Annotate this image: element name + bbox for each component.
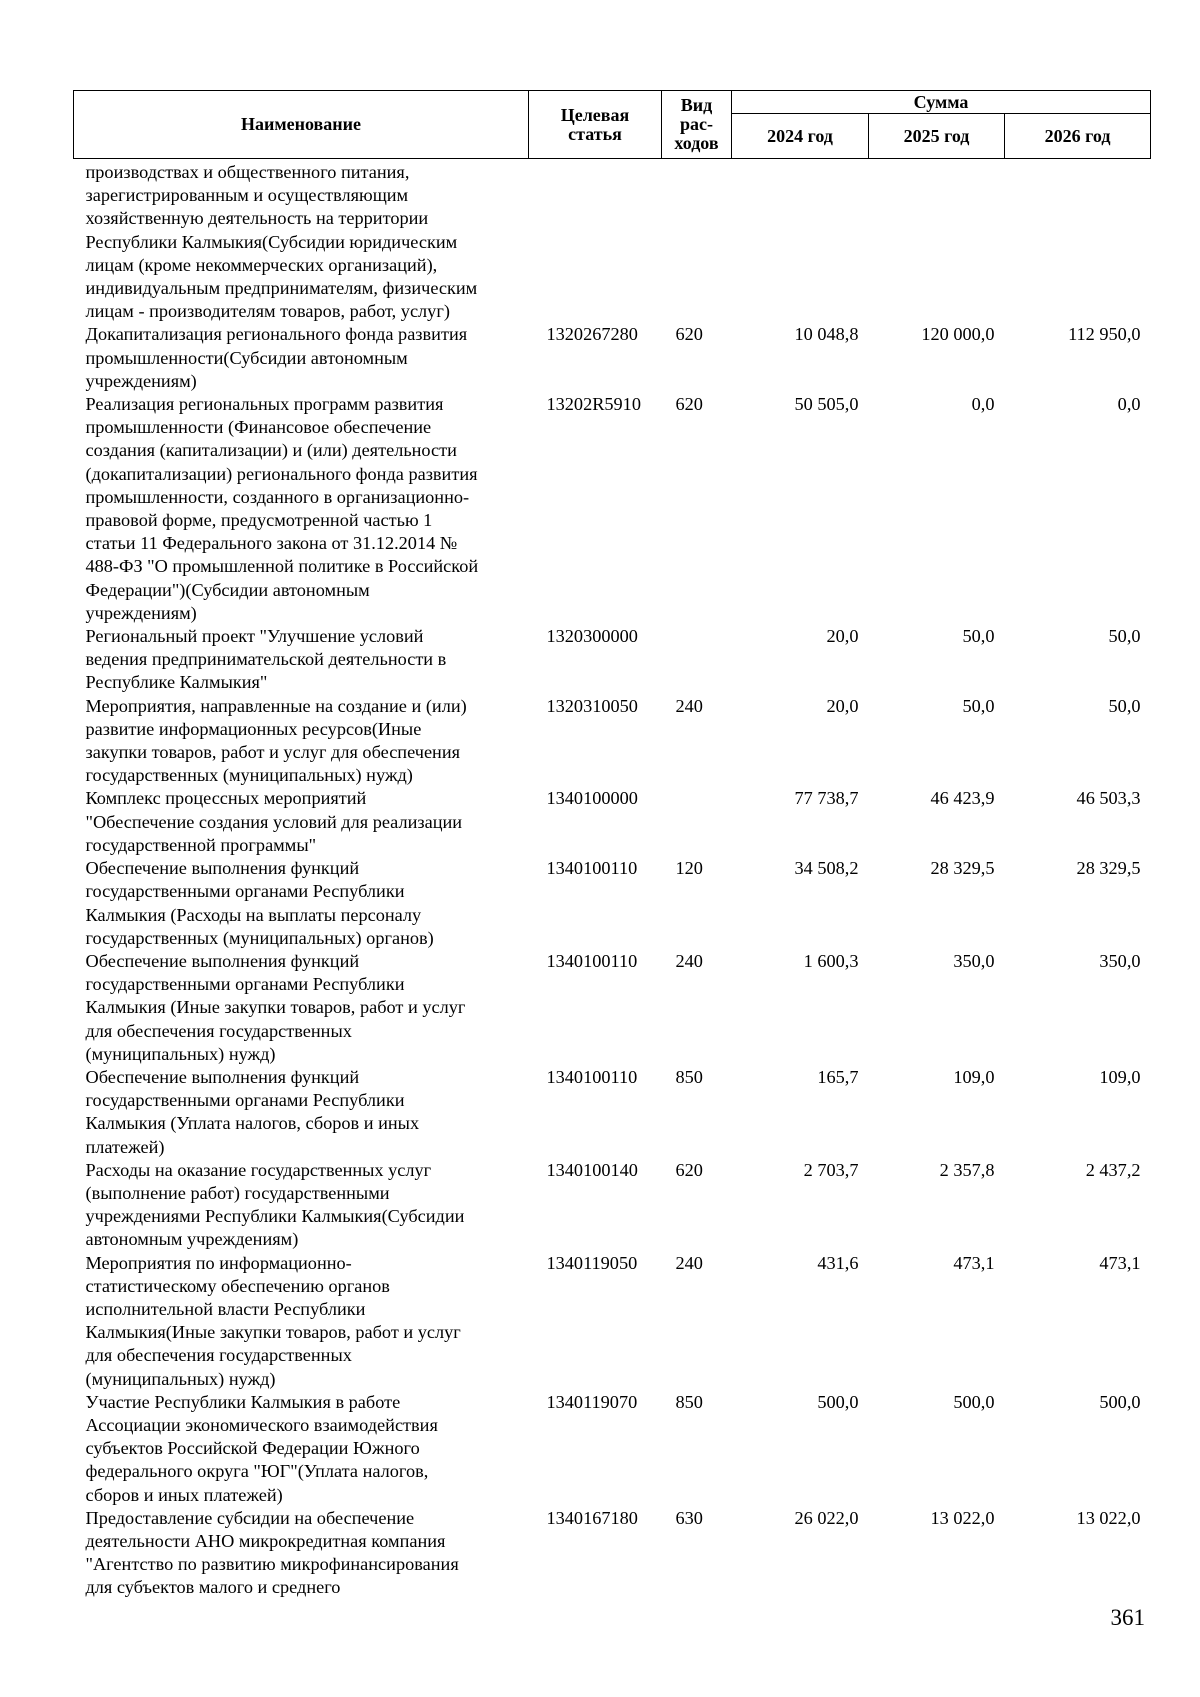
row-name-line: Участие Республики Калмыкия в работе [85, 1391, 401, 1412]
row-sum-2026: 2 437,2 [1085, 1159, 1141, 1180]
row-sum-2025: 50,0 [962, 626, 995, 647]
row-sum-2026: 13 022,0 [1076, 1507, 1141, 1528]
row-target-code: 1320267280 [546, 324, 638, 345]
row-name-line: для обеспечения государственных [85, 1345, 352, 1366]
row-name [74, 857, 529, 950]
row-sum-2026 [1005, 159, 1151, 324]
header-target: Целевая статья [529, 91, 662, 159]
row-name-line: Реализация региональных программ развития [85, 394, 444, 415]
row-expense-type: 240 [675, 1252, 703, 1273]
row-name-line: Республике Калмыкия" [85, 672, 268, 693]
row-name-line: ведения предпринимательской деятельности в [85, 649, 447, 670]
row-sum-2024: 500,0 [817, 1391, 859, 1412]
row-name-line: лицам (кроме некоммерческих организаций), [85, 254, 438, 275]
budget-sheet [73, 90, 1150, 1600]
row-name [74, 950, 529, 1066]
row-name-line: Калмыкия (Иные закупки товаров, работ и услуг [85, 997, 466, 1018]
table-header [74, 91, 1151, 159]
row-sum-2024: 10 048,8 [794, 324, 859, 345]
row-sum-2026: 46 503,3 [1076, 788, 1141, 809]
row-name-line: для обеспечения государственных [85, 1020, 352, 1041]
row-sum-2025 [869, 159, 1005, 324]
row-sum-2025: 473,1 [953, 1252, 995, 1273]
row-name-line: промышленности(Субсидии автономным [85, 347, 408, 368]
row-name-line: Республики Калмыкия(Субсидии юридическим [85, 231, 458, 252]
row-name-line: для субъектов малого и среднего [85, 1577, 341, 1598]
table-row [74, 950, 1151, 1066]
table-row [74, 159, 1151, 324]
table-row [74, 1159, 1151, 1252]
row-name-line: правовой форме, предусмотренной частью 1 [85, 510, 433, 531]
row-name-line: государственной программы" [85, 834, 317, 855]
row-name-line: производствах и общественного питания, [85, 162, 410, 182]
header-2025: 2025 год [869, 114, 1005, 159]
row-name-line: учреждениями Республики Калмыкия(Субсидии [85, 1206, 465, 1227]
row-sum-2026: 109,0 [1099, 1066, 1141, 1087]
row-name [74, 1391, 529, 1507]
row-name-line: "Обеспечение создания условий для реализации [85, 811, 463, 832]
row-sum-2025: 46 423,9 [930, 788, 995, 809]
row-name-line: Ассоциации экономического взаимодействия [85, 1414, 438, 1435]
row-expense-type [662, 159, 732, 324]
row-expense-type: 850 [675, 1391, 703, 1412]
row-name [74, 1252, 529, 1391]
row-sum-2025: 2 357,8 [939, 1159, 995, 1180]
row-sum-2026: 500,0 [1099, 1391, 1141, 1412]
row-name [74, 1066, 529, 1159]
row-expense-type: 630 [675, 1507, 703, 1528]
row-sum-2025: 50,0 [962, 695, 995, 716]
row-sum-2026: 112 950,0 [1068, 324, 1141, 345]
row-name-line: статистическому обеспечению органов [85, 1275, 390, 1296]
row-name-line: Докапитализация регионального фонда развития [85, 324, 468, 345]
header-2026: 2026 год [1005, 114, 1151, 159]
row-sum-2024: 20,0 [826, 626, 859, 647]
row-sum-2025: 120 000,0 [921, 324, 995, 345]
row-name-line: статьи 11 Федерального закона от 31.12.2014 № [85, 533, 458, 554]
row-sum-2024: 26 022,0 [794, 1507, 859, 1528]
row-name [74, 1507, 529, 1600]
header-vid: Вид рас-ходов [662, 91, 732, 159]
row-sum-2024: 34 508,2 [794, 858, 859, 879]
row-sum-2024 [732, 159, 869, 324]
row-sum-2025: 13 022,0 [930, 1507, 995, 1528]
row-name-line: Мероприятия, направленные на создание и (или) [85, 695, 467, 716]
row-name-line: закупки товаров, работ и услуг для обеспечения [85, 742, 461, 763]
row-name-line: Федерации")(Субсидии автономным [85, 579, 370, 600]
row-name-line: деятельности АНО микрокредитная компания [85, 1530, 446, 1551]
row-name-line: исполнительной власти Республики [85, 1298, 366, 1319]
row-sum-2026: 50,0 [1108, 626, 1141, 647]
row-name-line: Расходы на оказание государственных услуг [85, 1159, 432, 1180]
row-sum-2025: 0,0 [971, 394, 995, 415]
table-row [74, 1391, 1151, 1507]
row-target-code: 1340119070 [546, 1391, 638, 1412]
row-name-line: промышленности, созданного в организационно- [85, 486, 470, 507]
row-name-line: (докапитализации) регионального фонда развития [85, 463, 478, 484]
row-name-line: государственными органами Республики [85, 1090, 405, 1111]
row-name-line: хозяйственную деятельность на территории [85, 208, 429, 229]
table-row [74, 323, 1151, 393]
row-name [74, 1159, 529, 1252]
table-row [74, 787, 1151, 857]
row-target-code: 1320300000 [546, 626, 638, 647]
row-name-line: Калмыкия (Расходы на выплаты персоналу [85, 904, 422, 925]
row-name-line: платежей) [85, 1136, 165, 1157]
row-sum-2024: 1 600,3 [803, 950, 859, 971]
row-name-line: сборов и иных платежей) [85, 1484, 283, 1505]
row-name-line: развитие информационных ресурсов(Иные [85, 718, 422, 739]
table-row [74, 625, 1151, 695]
row-target-code: 1340100110 [546, 1066, 638, 1087]
row-expense-type: 620 [675, 394, 703, 415]
page-number: 361 [1110, 1605, 1145, 1630]
row-sum-2024: 431,6 [817, 1252, 859, 1273]
row-name-line: (выполнение работ) государственными [85, 1182, 390, 1203]
row-name-line: учреждениям) [85, 370, 197, 391]
row-name-line: Обеспечение выполнения функций [85, 1066, 360, 1087]
row-name-line: (муниципальных) нужд) [85, 1043, 276, 1064]
row-target-code [529, 159, 662, 324]
header-sum: Сумма [732, 91, 1151, 114]
row-name-line: Обеспечение выполнения функций [85, 950, 360, 971]
row-sum-2024: 50 505,0 [794, 394, 859, 415]
row-name-line: "Агентство по развитию микрофинансирования [85, 1554, 459, 1575]
row-expense-type: 850 [675, 1066, 703, 1087]
row-target-code: 1320310050 [546, 695, 638, 716]
row-name-line: промышленности (Финансовое обеспечение [85, 417, 432, 438]
row-target-code: 1340100000 [546, 788, 638, 809]
row-name [74, 787, 529, 857]
row-name [74, 323, 529, 393]
row-target-code: 13202R5910 [546, 394, 641, 415]
row-expense-type: 620 [675, 324, 703, 345]
table-body [74, 159, 1151, 1600]
row-sum-2026: 50,0 [1108, 695, 1141, 716]
row-name-line: Калмыкия (Уплата налогов, сборов и иных [85, 1113, 420, 1134]
row-name-line: государственными органами Республики [85, 974, 405, 995]
row-expense-type: 240 [675, 950, 703, 971]
row-name-line: Обеспечение выполнения функций [85, 858, 360, 879]
row-name-line: государственных (муниципальных) органов) [85, 927, 434, 948]
row-name-line: создания (капитализации) и (или) деятельности [85, 440, 457, 461]
row-name-line: лицам - производителям товаров, работ, услуг) [85, 301, 450, 322]
row-sum-2024: 2 703,7 [803, 1159, 859, 1180]
row-name-line: государственными органами Республики [85, 881, 405, 902]
table-row [74, 695, 1151, 788]
row-sum-2025: 350,0 [953, 950, 995, 971]
row-sum-2026: 473,1 [1099, 1252, 1141, 1273]
row-name-line: индивидуальным предпринимателям, физическим [85, 278, 478, 299]
row-name-line: федерального округа "ЮГ"(Уплата налогов, [85, 1461, 429, 1482]
row-sum-2026: 28 329,5 [1076, 858, 1141, 879]
budget-table [73, 90, 1151, 1600]
table-row [74, 1066, 1151, 1159]
row-name [74, 695, 529, 788]
row-name-line: учреждениям) [85, 602, 197, 623]
row-name-line: (муниципальных) нужд) [85, 1368, 276, 1389]
row-name [74, 393, 529, 625]
table-row [74, 857, 1151, 950]
row-name-line: субъектов Российской Федерации Южного [85, 1438, 420, 1459]
row-name-line: 488-ФЗ "О промышленной политике в Российской [85, 556, 479, 577]
row-target-code: 1340100140 [546, 1159, 638, 1180]
row-name-line: Мероприятия по информационно- [85, 1252, 352, 1273]
row-sum-2026: 350,0 [1099, 950, 1141, 971]
row-expense-type: 120 [675, 858, 703, 879]
row-target-code: 1340100110 [546, 950, 638, 971]
header-name: Наименование [74, 91, 529, 159]
row-expense-type [662, 787, 732, 857]
row-sum-2025: 500,0 [953, 1391, 995, 1412]
row-name-line: зарегистрированным и осуществляющим [85, 185, 409, 206]
row-expense-type: 620 [675, 1159, 703, 1180]
row-sum-2026: 0,0 [1117, 394, 1141, 415]
row-target-code: 1340100110 [546, 858, 638, 879]
table-row [74, 1252, 1151, 1391]
row-name [74, 625, 529, 695]
row-name-line: Региональный проект "Улучшение условий [85, 626, 424, 647]
row-target-code: 1340167180 [546, 1507, 638, 1528]
row-sum-2024: 20,0 [826, 695, 859, 716]
row-sum-2025: 28 329,5 [930, 858, 995, 879]
table-row [74, 1507, 1151, 1600]
row-name-line: автономным учреждениям) [85, 1229, 299, 1250]
row-sum-2024: 165,7 [817, 1066, 859, 1087]
row-name-line: Комплекс процессных мероприятий [85, 788, 367, 809]
row-name-line: Калмыкия(Иные закупки товаров, работ и услуг [85, 1322, 461, 1343]
table-row [74, 393, 1151, 625]
row-sum-2024: 77 738,7 [794, 788, 859, 809]
row-expense-type [662, 625, 732, 695]
header-2024: 2024 год [732, 114, 869, 159]
row-name-line: государственных (муниципальных) нужд) [85, 765, 413, 786]
row-expense-type: 240 [675, 695, 703, 716]
row-name-line: Предоставление субсидии на обеспечение [85, 1507, 415, 1528]
row-sum-2025: 109,0 [953, 1066, 995, 1087]
row-target-code: 1340119050 [546, 1252, 638, 1273]
row-name [74, 159, 529, 324]
